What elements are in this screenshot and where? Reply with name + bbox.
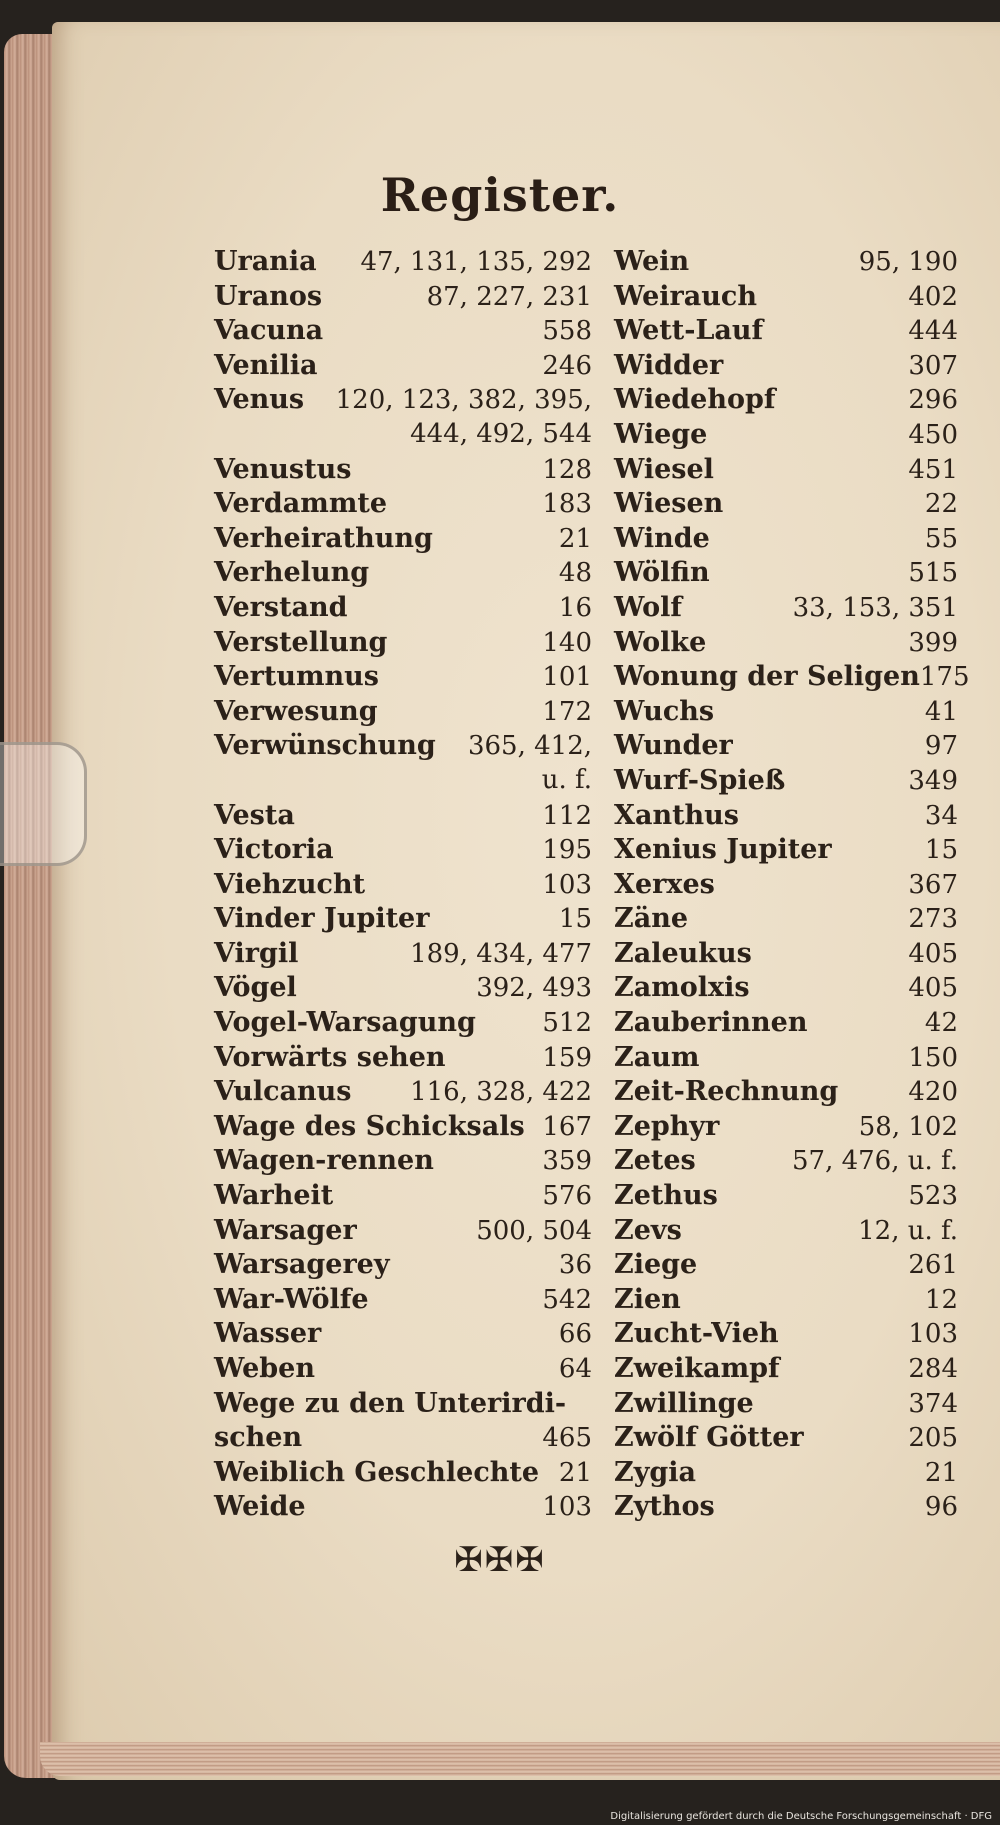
page-numbers: 33, 153, 351 bbox=[792, 592, 958, 623]
page-numbers: 57, 476, u. f. bbox=[791, 1146, 958, 1177]
page-numbers: 542 bbox=[542, 1284, 592, 1315]
index-entry bbox=[614, 1007, 958, 1042]
index-entry bbox=[214, 972, 592, 1007]
index-term: Virgil bbox=[214, 937, 299, 969]
index-term: Zwillinge bbox=[614, 1387, 754, 1419]
index-entry bbox=[214, 1249, 592, 1284]
index-entry bbox=[214, 1076, 592, 1111]
index-term: Xenius Jupiter bbox=[614, 834, 832, 866]
page-numbers: 367 bbox=[908, 869, 958, 900]
page-numbers: 41 bbox=[924, 696, 958, 727]
page-numbers: 116, 328, 422 bbox=[410, 1077, 592, 1108]
index-term: Vorwärts sehen bbox=[214, 1041, 446, 1073]
index-entry bbox=[214, 869, 592, 904]
index-entry bbox=[614, 384, 958, 419]
page-numbers: 97 bbox=[924, 731, 958, 762]
page-numbers: 66 bbox=[558, 1319, 592, 1350]
page-numbers: 296 bbox=[908, 385, 958, 416]
index-entry bbox=[614, 523, 958, 558]
index-term: Vinder Jupiter bbox=[214, 903, 430, 935]
page-numbers: 523 bbox=[908, 1181, 958, 1212]
index-term: Weben bbox=[214, 1353, 315, 1384]
index-entry bbox=[214, 1042, 592, 1077]
index-entry bbox=[214, 557, 592, 592]
index-term: Zephyr bbox=[614, 1110, 720, 1142]
page-numbers: 189, 434, 477 bbox=[410, 938, 592, 969]
index-term: Xerxes bbox=[614, 868, 715, 900]
page-numbers: 450 bbox=[908, 419, 958, 450]
index-term: Wett-Lauf bbox=[614, 315, 764, 347]
index-term: Widder bbox=[614, 349, 724, 381]
index-term: Urania bbox=[214, 246, 317, 277]
index-entry bbox=[614, 419, 958, 454]
index-entry bbox=[214, 592, 592, 627]
page-numbers: 167 bbox=[542, 1111, 592, 1142]
index-term: Wein bbox=[614, 246, 690, 277]
index-term: Zamolxis bbox=[614, 972, 750, 1004]
index-column-left bbox=[214, 246, 592, 1526]
index-term: Zevs bbox=[614, 1214, 682, 1246]
index-entry bbox=[214, 523, 592, 558]
page-numbers: 21 bbox=[558, 1457, 592, 1488]
index-term: Wolf bbox=[614, 591, 683, 623]
index-term: Weirauch bbox=[614, 280, 757, 312]
index-term: Weide bbox=[214, 1491, 306, 1523]
index-term: Verhelung bbox=[214, 557, 370, 589]
page-numbers: 64 bbox=[558, 1354, 592, 1384]
index-term: Wagen-rennen bbox=[214, 1145, 434, 1177]
index-term: Verdammte bbox=[214, 488, 388, 520]
index-entry bbox=[214, 730, 592, 765]
index-term: Zeit-Rechnung bbox=[614, 1076, 839, 1108]
index-term: Zethus bbox=[614, 1180, 718, 1212]
page-numbers: 95, 190 bbox=[858, 247, 958, 277]
index-term: Zäne bbox=[614, 903, 689, 935]
footer-credit: Digitalisierung gefördert durch die Deutsche Forschungsgemeinschaft · DFG bbox=[610, 1811, 992, 1822]
index-entry bbox=[614, 592, 958, 627]
page-numbers: 465 bbox=[542, 1423, 592, 1454]
index-term: Wunder bbox=[614, 730, 733, 762]
index-term: Wiege bbox=[614, 418, 708, 450]
page-numbers: 150 bbox=[908, 1042, 958, 1073]
index-entry bbox=[214, 1457, 592, 1492]
index-term: Venustus bbox=[214, 453, 352, 485]
page-numbers: 512 bbox=[542, 1008, 592, 1039]
index-entry bbox=[214, 938, 592, 973]
index-entry bbox=[614, 800, 958, 835]
page-numbers: 12, u. f. bbox=[858, 1215, 958, 1246]
index-entry bbox=[614, 350, 958, 385]
page-numbers: 96 bbox=[924, 1492, 958, 1523]
page-numbers: 21 bbox=[924, 1457, 958, 1488]
index-term: Ziege bbox=[614, 1249, 698, 1281]
page-numbers: 15 bbox=[558, 904, 592, 935]
index-term: War-Wölfe bbox=[214, 1283, 369, 1315]
index-entry bbox=[214, 419, 592, 454]
index-term: schen bbox=[214, 1422, 303, 1454]
page-numbers: 22 bbox=[924, 489, 958, 520]
index-entry bbox=[614, 903, 958, 938]
index-entry bbox=[214, 800, 592, 835]
index-entry bbox=[614, 938, 958, 973]
index-entry bbox=[214, 765, 592, 800]
page-numbers: 120, 123, 382, 395, bbox=[335, 385, 592, 416]
index-entry bbox=[614, 834, 958, 869]
index-entry bbox=[214, 696, 592, 731]
index-term: Wiedehopf bbox=[614, 384, 776, 416]
page-numbers: 307 bbox=[908, 350, 958, 381]
index-term: Warheit bbox=[214, 1180, 334, 1212]
page-numbers: 101 bbox=[542, 662, 592, 693]
index-entry bbox=[214, 246, 592, 281]
index-term: Vulcanus bbox=[214, 1076, 352, 1108]
ornament: ✠✠✠ bbox=[454, 1540, 546, 1580]
index-entry bbox=[614, 1284, 958, 1319]
index-entry bbox=[614, 1491, 958, 1526]
index-entry bbox=[614, 696, 958, 731]
index-entry bbox=[614, 972, 958, 1007]
index-term: Verwünschung bbox=[214, 730, 436, 762]
page-numbers: 55 bbox=[924, 523, 958, 554]
index-term: Wonung der Seligen bbox=[614, 661, 920, 693]
index-entry bbox=[614, 246, 958, 281]
index-entry bbox=[614, 1422, 958, 1457]
page-numbers: 36 bbox=[558, 1250, 592, 1281]
index-term: Verheirathung bbox=[214, 522, 433, 554]
page-numbers: 365, 412, bbox=[467, 731, 592, 762]
index-entry bbox=[214, 454, 592, 489]
index-entry bbox=[614, 315, 958, 350]
index-entry bbox=[214, 281, 592, 316]
page-numbers: 205 bbox=[908, 1423, 958, 1454]
index-term: Wiesel bbox=[614, 453, 714, 485]
index-entry bbox=[614, 730, 958, 765]
index-entry bbox=[614, 557, 958, 592]
page-numbers: 405 bbox=[908, 938, 958, 969]
index-entry bbox=[214, 834, 592, 869]
page-numbers: 34 bbox=[924, 800, 958, 831]
index-term: Wurf-Spieß bbox=[614, 764, 786, 796]
index-term: Vesta bbox=[214, 799, 295, 831]
index-term: Vertumnus bbox=[214, 661, 380, 693]
page-numbers: 402 bbox=[908, 281, 958, 312]
index-entry bbox=[214, 1422, 592, 1457]
page-numbers: 576 bbox=[542, 1181, 592, 1212]
index-term: Vacuna bbox=[214, 315, 324, 347]
page-numbers: 172 bbox=[542, 696, 592, 727]
index-term: Wolke bbox=[614, 626, 707, 658]
index-entry bbox=[614, 765, 958, 800]
page-numbers: 183 bbox=[542, 489, 592, 520]
page-numbers: 374 bbox=[908, 1388, 958, 1419]
index-term: Warsager bbox=[214, 1214, 357, 1246]
page-numbers: 284 bbox=[908, 1354, 958, 1384]
index-term: Wege zu den Unterirdi- bbox=[214, 1387, 567, 1419]
page-numbers: 175 bbox=[919, 662, 970, 693]
page-numbers: 392, 493 bbox=[476, 973, 592, 1004]
page-numbers: u. f. bbox=[541, 764, 592, 795]
page-numbers: 359 bbox=[542, 1146, 592, 1177]
index-entry bbox=[214, 1145, 592, 1180]
index-entry bbox=[614, 1076, 958, 1111]
index-term: Vögel bbox=[214, 972, 297, 1004]
index-term: Wasser bbox=[214, 1318, 322, 1350]
index-term: Zien bbox=[614, 1283, 681, 1315]
index-entry bbox=[214, 350, 592, 385]
index-term: Verstellung bbox=[214, 626, 388, 658]
index-entry bbox=[614, 627, 958, 662]
page-numbers: 558 bbox=[542, 316, 592, 347]
page-numbers: 159 bbox=[542, 1042, 592, 1073]
page-numbers: 21 bbox=[558, 523, 592, 554]
index-term: Victoria bbox=[214, 834, 334, 866]
index-entry bbox=[614, 1145, 958, 1180]
index-entry bbox=[614, 488, 958, 523]
index-entry bbox=[614, 1249, 958, 1284]
page-numbers: 195 bbox=[542, 835, 592, 866]
index-term: Venus bbox=[214, 384, 305, 416]
index-entry bbox=[214, 315, 592, 350]
index-term: Verwesung bbox=[214, 695, 378, 727]
page-numbers: 87, 227, 231 bbox=[426, 281, 592, 312]
page-numbers: 103 bbox=[542, 869, 592, 900]
index-entry bbox=[214, 661, 592, 696]
index-entry bbox=[214, 1215, 592, 1250]
page-numbers: 112 bbox=[542, 800, 592, 831]
page-numbers: 103 bbox=[542, 1492, 592, 1523]
index-entry bbox=[614, 1353, 958, 1388]
index-entry bbox=[214, 1318, 592, 1353]
index-term: Verstand bbox=[214, 591, 348, 623]
page-numbers: 399 bbox=[908, 627, 958, 658]
index-entry bbox=[214, 1353, 592, 1388]
page-numbers: 15 bbox=[924, 835, 958, 866]
index-entry bbox=[614, 454, 958, 489]
index-term: Zaleukus bbox=[614, 937, 752, 969]
index-entry bbox=[214, 903, 592, 938]
index-entry bbox=[214, 1111, 592, 1146]
page-numbers: 42 bbox=[924, 1008, 958, 1039]
page-title: Register. bbox=[380, 168, 620, 222]
index-term: Weiblich Geschlechte bbox=[214, 1456, 540, 1488]
index-term: Zythos bbox=[614, 1491, 715, 1523]
page-numbers: 47, 131, 135, 292 bbox=[360, 247, 592, 277]
index-entry bbox=[614, 281, 958, 316]
index-term: Zygia bbox=[614, 1456, 697, 1488]
index-term: Winde bbox=[614, 522, 710, 554]
index-term: Xanthus bbox=[614, 799, 740, 831]
index-term: Wage des Schicksals bbox=[214, 1110, 525, 1142]
page-numbers: 16 bbox=[558, 592, 592, 623]
index-term: Uranos bbox=[214, 280, 323, 312]
page-numbers: 128 bbox=[542, 454, 592, 485]
page-numbers: 12 bbox=[924, 1284, 958, 1315]
index-entry bbox=[614, 1042, 958, 1077]
index-term: Zetes bbox=[614, 1145, 696, 1177]
page-numbers: 451 bbox=[908, 454, 958, 485]
page-numbers: 140 bbox=[542, 627, 592, 658]
index-entry bbox=[214, 1007, 592, 1042]
index-term: Zauberinnen bbox=[614, 1007, 808, 1039]
page-numbers: 48 bbox=[558, 558, 592, 589]
page-numbers: 58, 102 bbox=[858, 1111, 958, 1142]
index-term: Warsagerey bbox=[214, 1249, 390, 1281]
index-entry bbox=[614, 1180, 958, 1215]
index-term: Vogel-Warsagung bbox=[214, 1007, 476, 1039]
index-entry bbox=[614, 1111, 958, 1146]
page-bottom-edges bbox=[40, 1742, 1000, 1776]
page-numbers: 444, 492, 544 bbox=[410, 418, 592, 449]
index-term: Wuchs bbox=[614, 695, 715, 727]
index-entry bbox=[214, 1180, 592, 1215]
index-entry bbox=[214, 1284, 592, 1319]
page-numbers: 246 bbox=[542, 350, 592, 381]
index-entry bbox=[214, 488, 592, 523]
index-entry bbox=[614, 1388, 958, 1423]
page-numbers: 420 bbox=[908, 1077, 958, 1108]
page-numbers: 444 bbox=[908, 316, 958, 347]
page-numbers: 349 bbox=[908, 765, 958, 796]
index-entry bbox=[214, 627, 592, 662]
index-entry bbox=[614, 661, 970, 696]
page-numbers: 500, 504 bbox=[476, 1215, 592, 1246]
index-entry bbox=[614, 869, 958, 904]
index-entry bbox=[214, 384, 592, 419]
index-entry bbox=[614, 1318, 958, 1353]
index-term: Zucht-Vieh bbox=[614, 1318, 779, 1350]
index-term: Zaum bbox=[614, 1041, 700, 1073]
index-term: Zwölf Götter bbox=[614, 1422, 804, 1454]
page-clip bbox=[0, 742, 87, 866]
page-numbers: 261 bbox=[908, 1250, 958, 1281]
index-entry bbox=[214, 1491, 592, 1526]
index-term: Viehzucht bbox=[214, 868, 366, 900]
page-numbers: 103 bbox=[908, 1319, 958, 1350]
index-term: Venilia bbox=[214, 349, 318, 381]
index-entry bbox=[614, 1457, 958, 1492]
index-term: Zweikampf bbox=[614, 1353, 780, 1384]
index-entry bbox=[614, 1215, 958, 1250]
index-column-right bbox=[614, 246, 970, 1526]
index-entry bbox=[214, 1388, 592, 1423]
page-numbers: 273 bbox=[908, 904, 958, 935]
page-numbers: 515 bbox=[908, 558, 958, 589]
index-term: Wiesen bbox=[614, 488, 724, 520]
index-term: Wölfin bbox=[614, 557, 710, 589]
page-numbers: 405 bbox=[908, 973, 958, 1004]
